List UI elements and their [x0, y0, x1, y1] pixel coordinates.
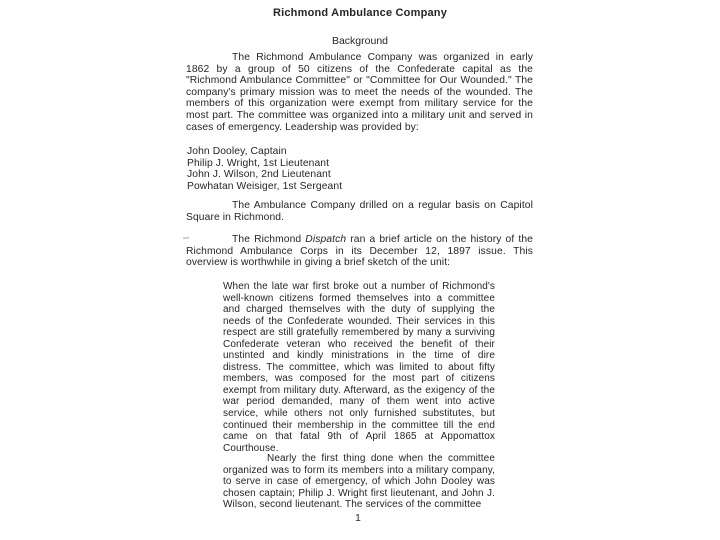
paragraph-drill-capitol-square: The Ambulance Company drilled on a regular basis on Capitol Square in Richmond. [186, 200, 533, 223]
dispatch-text-before: The Richmond [232, 234, 306, 245]
dispatch-text-after: ran a brief article on the history of the Richmond Ambulance Corps in its December 12, 1897 issue. This overview is worthwhile in giving a brief sketch of the unit: [186, 234, 533, 269]
section-heading-background: Background [331, 35, 389, 47]
document-title: Richmond Ambulance Company [272, 7, 448, 19]
roster-item-captain: John Dooley, Captain [187, 146, 287, 157]
page-number: 1 [355, 513, 361, 524]
paragraph-company-organization: The Richmond Ambulance Company was organized in early 1862 by a group of 50 citizens of the Confederate capital as the "Richmond Ambulance Committee" or "Committee for Our Wounded." The company's primary mission was to meet the needs of the wounded. The members of this organization were exempt from military service for the most part. The committee was organized into a military unit and served in cases of emergency. Leadership was provided by: [186, 52, 533, 133]
roster-item-second-lieutenant: John J. Wilson, 2nd Lieutenant [187, 169, 331, 181]
roster-item-first-sergeant: Powhatan Weisiger, 1st Sergeant [187, 180, 343, 192]
paragraph-dispatch-article [186, 234, 533, 269]
blockquote-committee-history: When the late war first broke out a number of Richmond's well-known citizens formed themselves into a committee and charged themselves with the duty of supplying the needs of the Confederate wounded. Their services in this respect are still gratefully remembered by many a surviving Confederate veteran who received the benefit of their unstinted and kindly ministrations in the time of dire distress. The committee, which was limited to about fifty members, was composed for the most part of citizens exempt from military duty. Afterward, as the exigency of the war period demanded, many of them went into active service, while others not only furnished substitutes, but continued their membership in the committee till the end came on that fatal 9th of April 1865 at Appomattox Courthouse. [223, 281, 495, 454]
blockquote-military-company-formation: Nearly the first thing done when the committee organized was to form its members into a military company, to serve in case of emergency, of which John Dooley was chosen captain; Philip J. Wright first lieutenant, and John J. Wilson, second lieutenant. The services of the committee [223, 453, 495, 511]
roster-item-first-lieutenant: Philip J. Wright, 1st Lieutenant [187, 157, 330, 169]
scan-artifact-mark [183, 237, 189, 239]
leadership-roster-list [187, 146, 534, 192]
dispatch-newspaper-name: Dispatch [305, 234, 347, 245]
